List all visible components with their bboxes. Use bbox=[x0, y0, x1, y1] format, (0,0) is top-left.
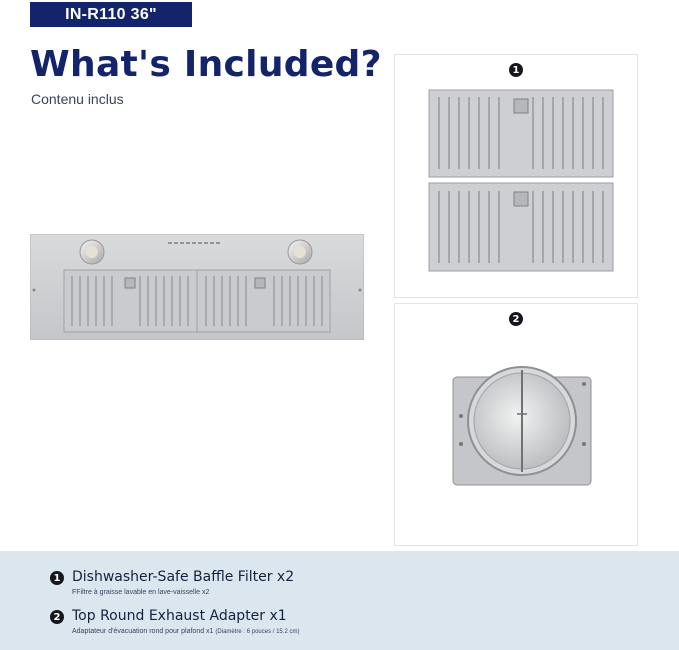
exhaust-adapter-card bbox=[394, 303, 638, 546]
item-subtitle: FFiltre à graisse lavable en lave-vaisselle x2 bbox=[72, 589, 210, 596]
page-title: What's Included? bbox=[30, 44, 382, 85]
baffle-filter-card bbox=[394, 54, 638, 298]
baffle-filter-image bbox=[395, 55, 637, 297]
item-subtitle bbox=[72, 628, 299, 635]
item-subtitle-text: Adaptateur d'évacuation rond pour plafond x1 bbox=[72, 628, 214, 635]
included-items-list bbox=[0, 551, 679, 650]
exhaust-adapter-image bbox=[395, 304, 637, 545]
item-note: (Diamètre : 6 pouces / 15.2 cm) bbox=[215, 629, 300, 635]
item-title: Top Round Exhaust Adapter x1 bbox=[72, 608, 287, 624]
number-badge: 1 bbox=[509, 63, 523, 77]
number-badge: 2 bbox=[509, 312, 523, 326]
page-subtitle: Contenu inclus bbox=[31, 91, 124, 107]
number-badge: 1 bbox=[50, 571, 64, 585]
item-title: Dishwasher-Safe Baffle Filter x2 bbox=[72, 569, 295, 585]
range-hood-image bbox=[30, 234, 364, 340]
model-badge: IN-R110 36" bbox=[30, 2, 192, 27]
number-badge: 2 bbox=[50, 610, 64, 624]
